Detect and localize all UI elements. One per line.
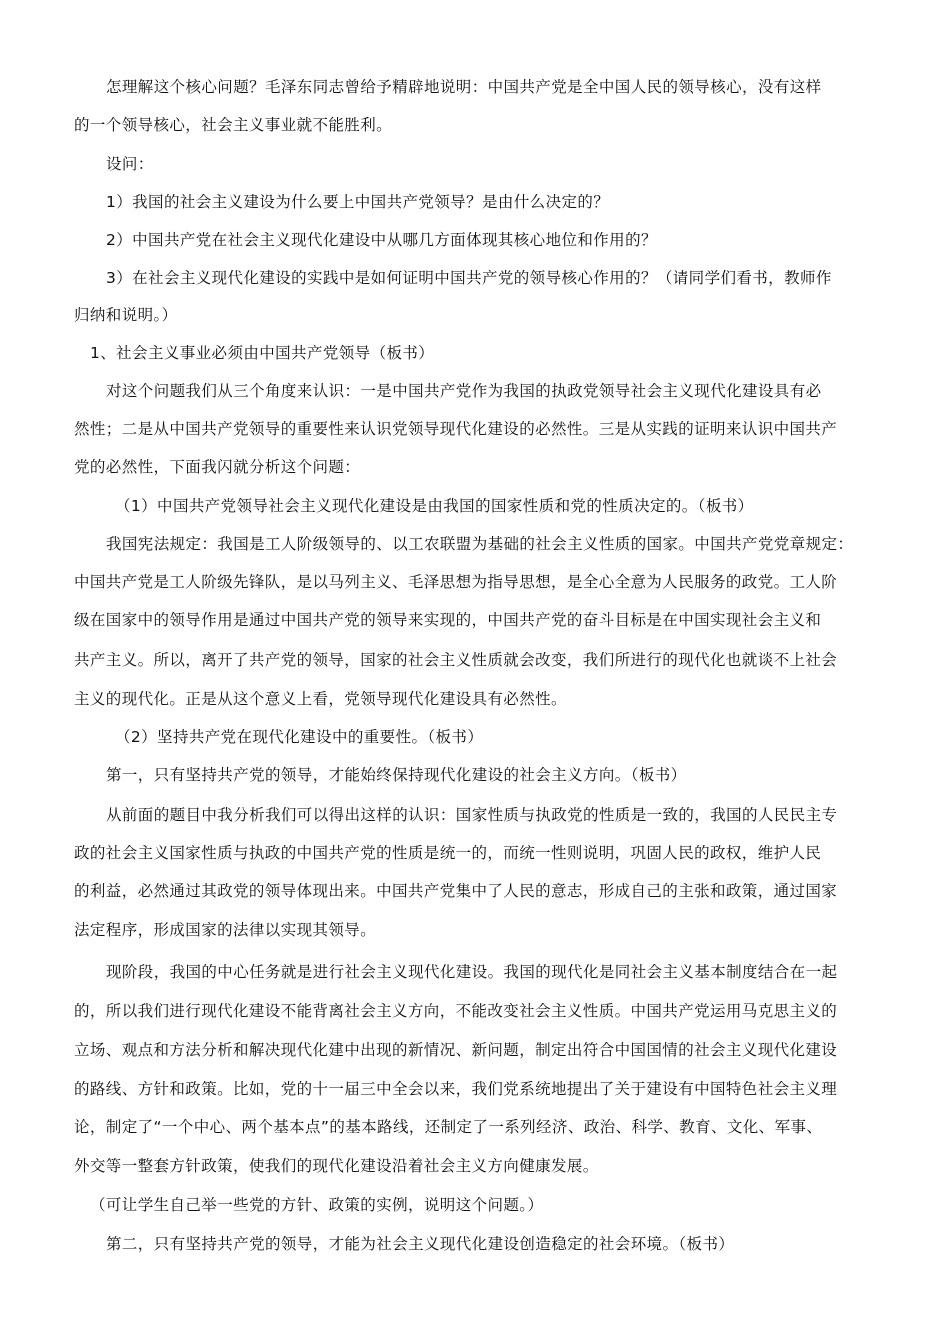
text-line-15: 级在国家中的领导作用是通过中国共产党的领导来实现的，中国共产党的奋斗目标是在中国实现社会主义和: [74, 611, 822, 629]
text-line-13: 我国宪法规定：我国是工人阶级领导的、以工农联盟为基础的社会主义性质的国家。中国共产党党章规定：: [106, 535, 854, 553]
text-line-10: 然性；二是从中国共产党领导的重要性来认识党领导现代化建设的必然性。三是从实践的证明来认识中国共产: [74, 420, 838, 438]
text-line-24: 现阶段，我国的中心任务就是进行社会主义现代化建设。我国的现代化是同社会主义基本制度结合在一起: [106, 963, 838, 981]
text-line-3: 设问：: [106, 155, 154, 173]
text-line-21: 政的社会主义国家性质与执政的中国共产党的性质是统一的，而统一性则说明，巩固人民的政权，维护人民: [74, 844, 822, 862]
text-line-14: 中国共产党是工人阶级先锋队，是以马列主义、毛泽思想为指导思想，是全心全意为人民服务的政党。工人阶: [74, 573, 838, 591]
text-line-23: 法定程序，形成国家的法律以实现其领导。: [74, 921, 377, 939]
text-line-2: 的一个领导核心，社会主义事业就不能胜利。: [74, 116, 393, 134]
text-line-22: 的利益，必然通过其政党的领导体现出来。中国共产党集中了人民的意志，形成自己的主张和政策，通过国家: [74, 882, 838, 900]
text-line-20: 从前面的题目中我分析我们可以得出这样的认识：国家性质与执政党的性质是一致的，我国的人民民主专: [106, 806, 838, 824]
text-line-1: 怎理解这个核心问题？毛泽东同志曾给予精辟地说明：中国共产党是全中国人民的领导核心，没有这样: [106, 78, 822, 96]
text-line-29: 外交等一整套方针政策，使我们的现代化建设沿着社会主义方向健康发展。: [74, 1157, 599, 1175]
text-line-25: 的，所以我们进行现代化建设不能背离社会主义方向，不能改变社会主义性质。中国共产党运用马克思主义的: [74, 1002, 838, 1020]
text-line-4: 1）我国的社会主义建设为什么要上中国共产党领导？是由什么决定的？: [106, 193, 610, 211]
text-line-31: 第二，只有坚持共产党的领导，才能为社会主义现代化建设创造稳定的社会环境。（板书）: [106, 1235, 735, 1253]
section-heading-1: 1、社会主义事业必须由中国共产党领导（板书）: [90, 344, 435, 362]
text-line-7: 归纳和说明。）: [74, 306, 178, 324]
text-line-16: 共产主义。所以，离开了共产党的领导，国家的社会主义性质就会改变，我们所进行的现代化也就谈不上社会: [74, 651, 838, 669]
text-line-9: 对这个问题我们从三个角度来认识：一是中国共产党作为我国的执政党领导社会主义现代化建设具有必: [106, 382, 822, 400]
text-line-30: （可让学生自己举一些党的方针、政策的实例，说明这个问题。）: [90, 1196, 544, 1214]
text-line-6: 3）在社会主义现代化建设的实践中是如何证明中国共产党的领导核心作用的？（请同学们看书，教师作: [106, 269, 832, 287]
text-line-26: 立场、观点和方法分析和解决现代化建中出现的新情况、新问题，制定出符合中国国情的社会主义现代化建设: [74, 1041, 838, 1059]
subheading-2: （2）坚持共产党在现代化建设中的重要性。（板书）: [115, 728, 484, 746]
text-line-19: 第一，只有坚持共产党的领导，才能始终保持现代化建设的社会主义方向。（板书）: [106, 766, 687, 784]
text-line-17: 主义的现代化。正是从这个意义上看，党领导现代化建设具有必然性。: [74, 690, 567, 708]
text-line-28: 论，制定了“一个中心、两个基本点”的基本路线，还制定了一系列经济、政治、科学、教育、文化、军事、: [74, 1118, 823, 1136]
text-line-5: 2）中国共产党在社会主义现代化建设中从哪几方面体现其核心地位和作用的？: [106, 231, 657, 249]
subheading-1: （1）中国共产党领导社会主义现代化建设是由我国的国家性质和党的性质决定的。（板书）: [115, 497, 754, 515]
text-line-11: 党的必然性，下面我闪就分析这个问题：: [74, 458, 361, 476]
text-line-27: 的路线、方针和政策。比如，党的十一届三中全会以来，我们党系统地提出了关于建设有中国特色社会主义理: [74, 1080, 838, 1098]
